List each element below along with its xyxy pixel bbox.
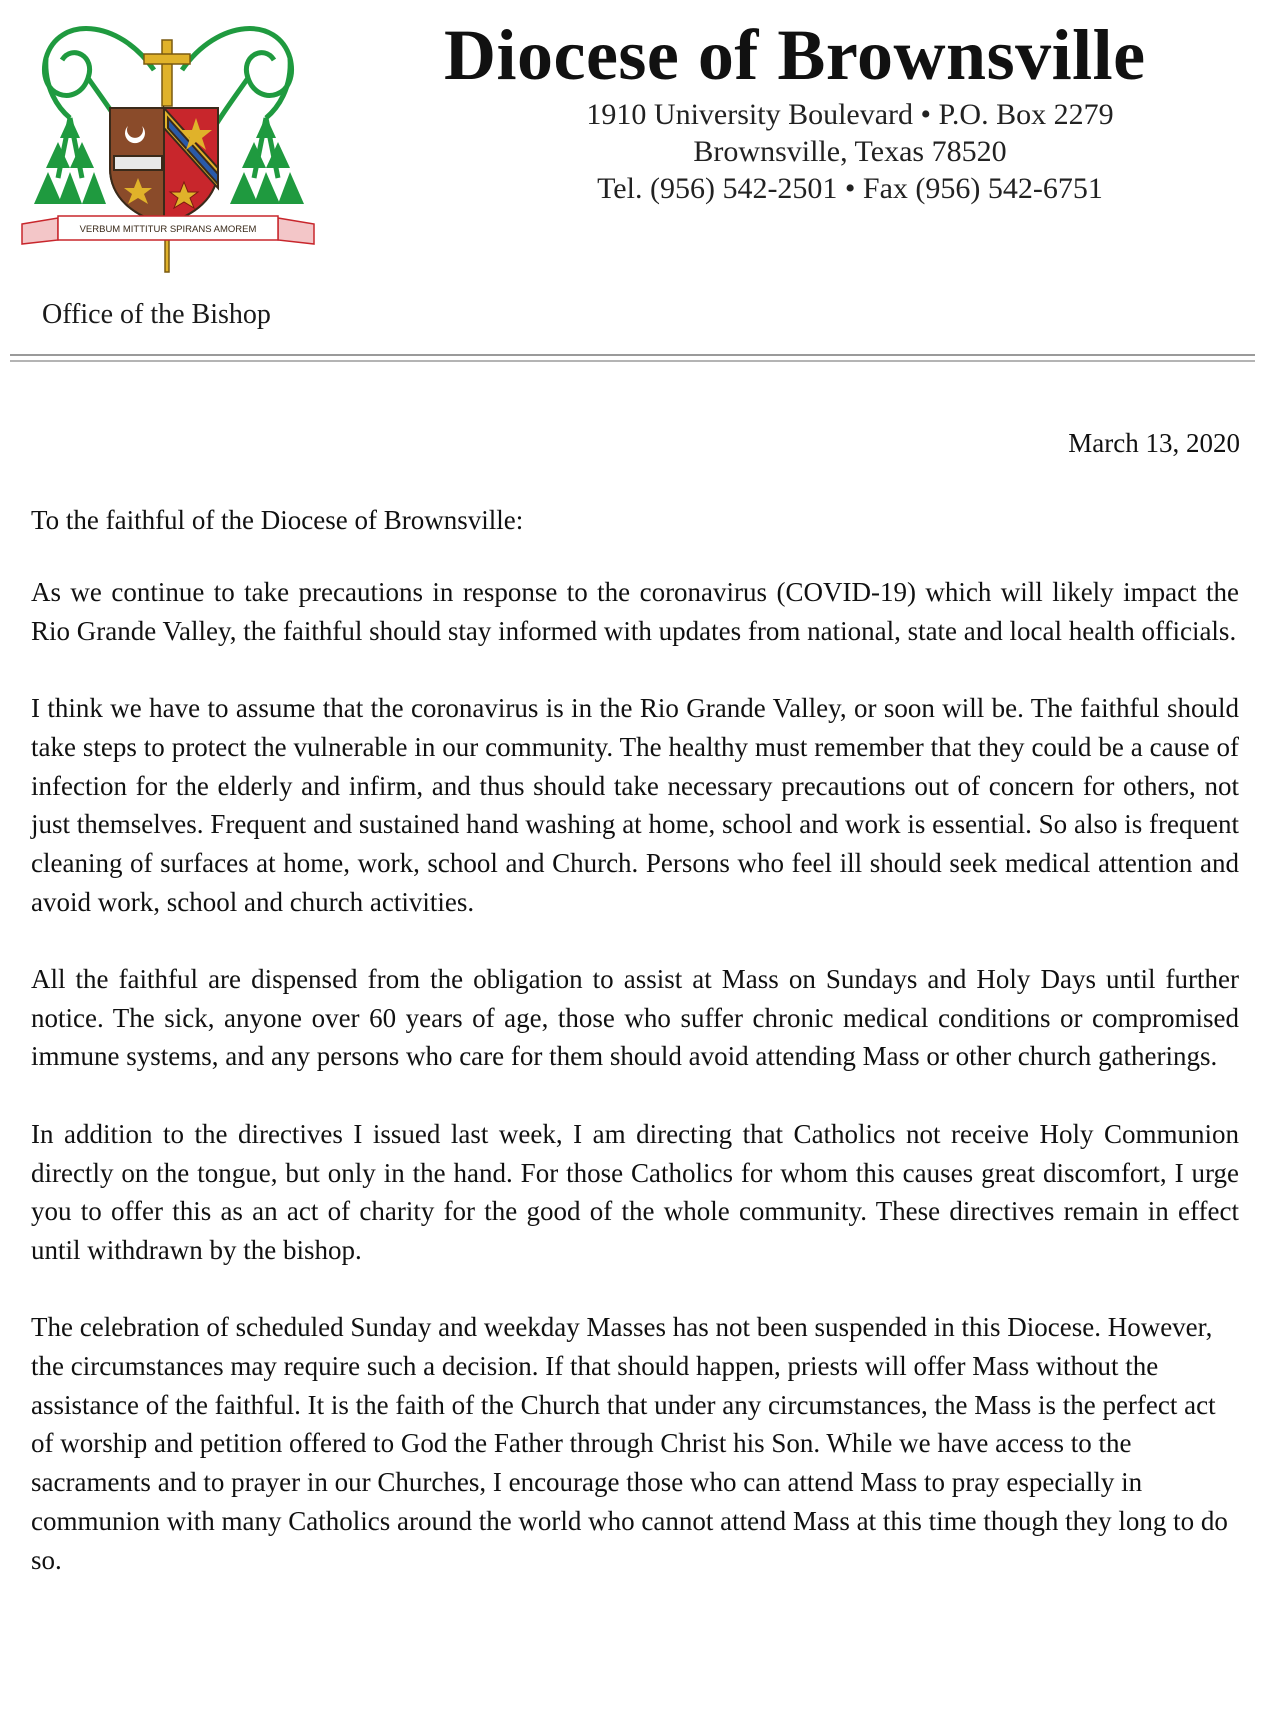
letterhead-divider-bottom: [10, 360, 1255, 362]
letter-paragraph: I think we have to assume that the coronavirus is in the Rio Grande Valley, or soon will be. The faithful should take steps to protect the vulnerable in our community. The healthy must remember that they could be a cause of infection for the elderly and infirm, and thus should take necessary precautions out of concern for others, not just themselves. Frequent and sustained hand washing at home, school and work is essential. So also is frequent cleaning of surfaces at home, work, school and Church. Persons who feel ill should seek medical attention and avoid work, school and church activities.: [31, 693, 1239, 917]
letterhead-title: Diocese of Brownsville: [444, 15, 1146, 95]
phone-fax-line: Tel. (956) 542-2501 • Fax (956) 542-6751: [597, 172, 1103, 205]
letterhead-address: [520, 96, 1180, 207]
motto-text: VERBUM MITTITUR SPIRANS AMOREM: [79, 224, 257, 235]
letter-paragraph: The celebration of scheduled Sunday and weekday Masses has not been suspended in this Diocese. However, the circumstances may require such a decision. If that should happen, priests will offer Mass without the assistance of the faithful. It is the faith of the Church that under any circumstances, the Mass is the perfect act of worship and petition offered to God the Father through Christ his Son. While we have access to the sacraments and to prayer in our Churches, I encourage those who can attend Mass to pray especially in communion with many Catholics around the world who cannot attend Mass at this time though they long to do so.: [31, 1312, 1228, 1575]
letter-paragraph: All the faithful are dispensed from the obligation to assist at Mass on Sundays and Holy Days until further notice. The sick, anyone over 60 years of age, those who suffer chronic medical conditions or compromised immune systems, and any persons who care for them should avoid attending Mass or other church gatherings.: [31, 964, 1239, 1072]
letter-body: [31, 573, 1239, 1618]
address-street-line: 1910 University Boulevard • P.O. Box 2279: [586, 98, 1114, 131]
letter-salutation: To the faithful of the Diocese of Brownsville:: [31, 505, 524, 535]
coat-of-arms-graphic: [18, 18, 318, 300]
coat-of-arms-logo: [18, 18, 318, 300]
office-of-bishop-label: Office of the Bishop: [42, 299, 271, 330]
letterhead-divider-top: [10, 354, 1255, 356]
address-city-line: Brownsville, Texas 78520: [693, 135, 1007, 168]
letter-paragraph: In addition to the directives I issued last week, I am directing that Catholics not receive Holy Communion directly on the tongue, but only in the hand. For those Catholics for whom this causes great discomfort, I urge you to offer this as an act of charity for the good of the whole community. These directives remain in effect until withdrawn by the bishop.: [31, 1118, 1239, 1265]
letter-paragraph: As we continue to take precautions in response to the coronavirus (COVID-19) which will likely impact the Rio Grande Valley, the faithful should stay informed with updates from national, state and local health officials.: [31, 577, 1239, 646]
letter-date: March 13, 2020: [1068, 428, 1240, 458]
